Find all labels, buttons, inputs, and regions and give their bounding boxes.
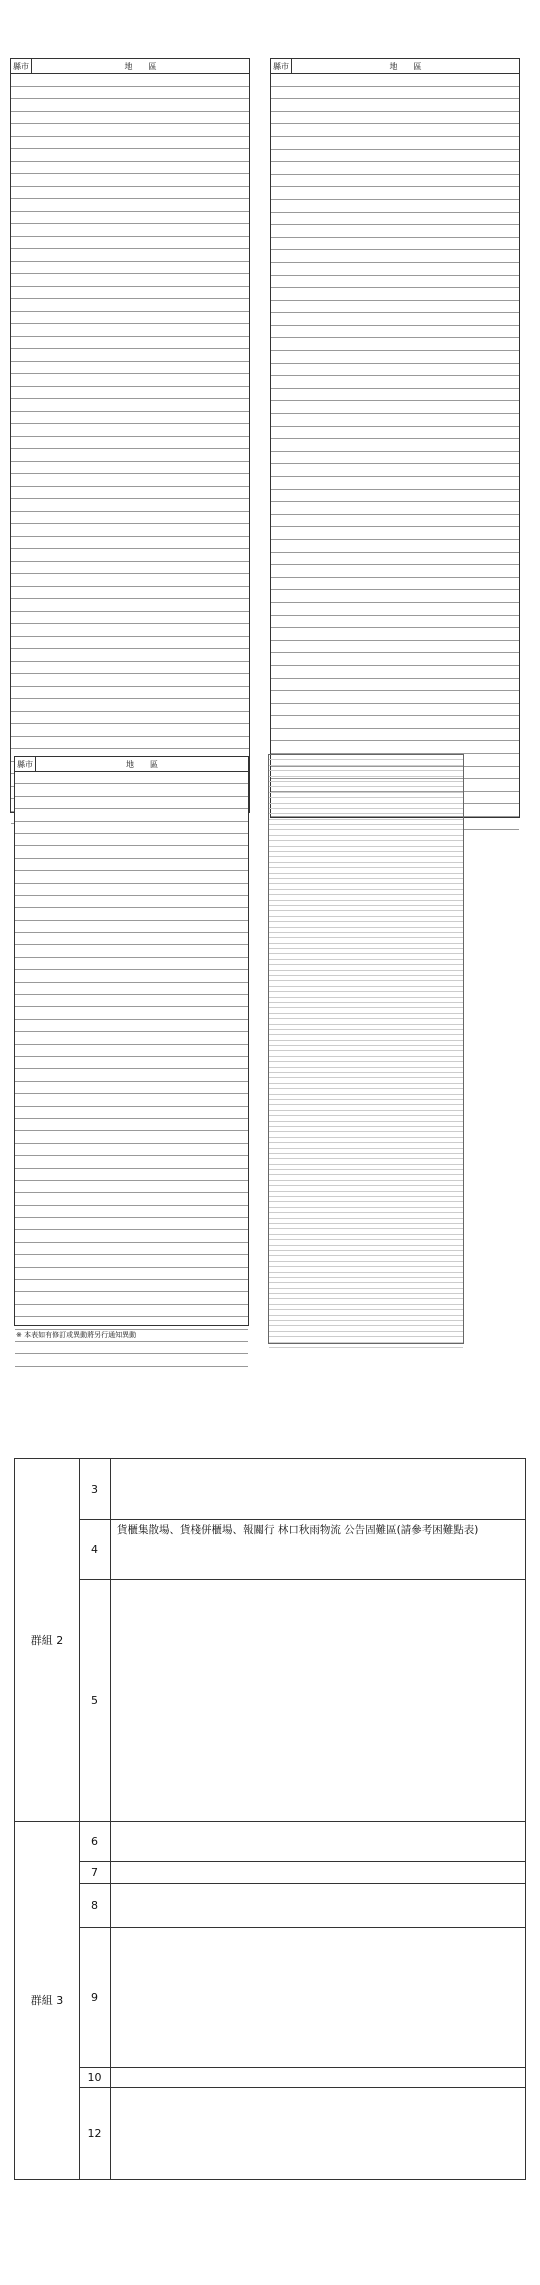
table-row (15, 822, 248, 834)
table-row (271, 729, 519, 742)
table-row (79, 1927, 525, 2068)
table-rows (11, 74, 249, 824)
table-row (11, 99, 249, 112)
table-row (11, 449, 249, 462)
row-number: 5 (79, 1579, 111, 1821)
table-row (11, 374, 249, 387)
table-row (11, 337, 249, 350)
row-number: 3 (79, 1459, 111, 1519)
row-number: 12 (79, 2087, 111, 2179)
table-row (11, 724, 249, 737)
row-number: 7 (79, 1861, 111, 1883)
table-row (271, 187, 519, 200)
table-row (271, 666, 519, 679)
table-row (15, 1082, 248, 1094)
table-row (271, 351, 519, 364)
table-row (271, 691, 519, 704)
table-row (271, 276, 519, 289)
row-number: 9 (79, 1927, 111, 2067)
table-row (11, 224, 249, 237)
table-row (11, 474, 249, 487)
table-row (271, 464, 519, 477)
table-row (271, 704, 519, 717)
table-row (271, 414, 519, 427)
table-header (11, 59, 249, 74)
table-row (79, 1519, 525, 1580)
table-row (11, 387, 249, 400)
table-row (79, 2087, 525, 2179)
table-row (271, 452, 519, 465)
table-row (271, 540, 519, 553)
table-row (271, 578, 519, 591)
table-row (15, 1193, 248, 1205)
group-label: 群組 3 (15, 1821, 80, 2179)
table-row (271, 616, 519, 629)
table-row (11, 187, 249, 200)
table-row (271, 238, 519, 251)
table-row (11, 637, 249, 650)
table-row (15, 896, 248, 908)
row-content (111, 1459, 525, 1519)
table-row (11, 574, 249, 587)
table-row (11, 299, 249, 312)
table-row (271, 502, 519, 515)
header-county: 縣市 (271, 59, 292, 73)
row-number: 6 (79, 1821, 111, 1861)
table-row (11, 424, 249, 437)
table-row (11, 662, 249, 675)
row-content (111, 2087, 525, 2179)
table-row (15, 1144, 248, 1156)
table-row (15, 958, 248, 970)
table-row (15, 1069, 248, 1081)
header-region: 地 區 (124, 61, 157, 71)
table-row (11, 437, 249, 450)
table-header (15, 757, 248, 772)
table-rows (271, 74, 519, 830)
table-row (15, 1268, 248, 1280)
table-row (15, 1007, 248, 1019)
table-row (15, 871, 248, 883)
row-number: 10 (79, 2067, 111, 2087)
table-row (15, 921, 248, 933)
table-row (11, 262, 249, 275)
table-row (79, 1821, 525, 1862)
row-number: 4 (79, 1519, 111, 1579)
table-row (271, 376, 519, 389)
table-row (79, 1861, 525, 1884)
row-content (111, 1883, 525, 1927)
row-number: 8 (79, 1883, 111, 1927)
table-row (271, 590, 519, 603)
table-rows (15, 772, 248, 1367)
table-row (11, 399, 249, 412)
table-row (271, 679, 519, 692)
table-row (11, 349, 249, 362)
table-row (271, 565, 519, 578)
header-region: 地 區 (389, 61, 422, 71)
header-region: 地 區 (126, 759, 158, 769)
table-row (79, 1883, 525, 1928)
table-row (271, 250, 519, 263)
table-row (15, 797, 248, 809)
table-row (271, 389, 519, 402)
table-row (11, 137, 249, 150)
table-row (271, 427, 519, 440)
region-table-top-left (10, 58, 250, 813)
table-row (271, 653, 519, 666)
table-row (11, 687, 249, 700)
table-row (15, 1107, 248, 1119)
table-row (271, 603, 519, 616)
table-row (271, 263, 519, 276)
delivery-group-table (14, 1458, 526, 2180)
header-county: 縣市 (11, 59, 32, 73)
table-row (15, 1206, 248, 1218)
table-row (15, 995, 248, 1007)
table-row (15, 846, 248, 858)
table-row (271, 628, 519, 641)
table-row (271, 527, 519, 540)
table-row (271, 439, 519, 452)
table-row (15, 1317, 248, 1329)
table-row (271, 326, 519, 339)
table-row (11, 412, 249, 425)
table-row (11, 624, 249, 637)
table-row (15, 1181, 248, 1193)
table-row (271, 124, 519, 137)
table-row (11, 324, 249, 337)
table-row (271, 490, 519, 503)
table-row (11, 362, 249, 375)
table-row (15, 1169, 248, 1181)
table-row (271, 741, 519, 754)
table-row (271, 175, 519, 188)
table-row (11, 712, 249, 725)
table-row (15, 834, 248, 846)
table-row (11, 74, 249, 87)
table-row (11, 212, 249, 225)
table-row (11, 674, 249, 687)
table-row (15, 1119, 248, 1131)
table-row (271, 225, 519, 238)
table-row (269, 1343, 463, 1348)
table-row (11, 287, 249, 300)
table-row (271, 401, 519, 414)
region-table-bottom-left (14, 756, 249, 1326)
table-row (15, 859, 248, 871)
table-row (15, 1094, 248, 1106)
table-row (15, 983, 248, 995)
table-row (15, 884, 248, 896)
table-row (15, 1131, 248, 1143)
table-row (15, 970, 248, 982)
row-content (111, 1579, 525, 1821)
table-row (271, 99, 519, 112)
table-row (11, 174, 249, 187)
table-row (79, 1579, 525, 1822)
table-row (15, 1057, 248, 1069)
table-row (11, 274, 249, 287)
table-row (11, 612, 249, 625)
row-content (111, 2067, 525, 2087)
table-row (271, 515, 519, 528)
table-row (11, 649, 249, 662)
table-row (271, 162, 519, 175)
table-row (11, 599, 249, 612)
table-row (271, 74, 519, 87)
table-row (15, 784, 248, 796)
table-row (271, 112, 519, 125)
table-row (11, 249, 249, 262)
table-row (15, 809, 248, 821)
table-row (11, 162, 249, 175)
table-header (271, 59, 519, 74)
table-row (11, 524, 249, 537)
table-row (15, 1156, 248, 1168)
table-row (15, 1045, 248, 1057)
table-row (271, 137, 519, 150)
table-row (79, 2067, 525, 2088)
table-note: ※ 本表如有修訂或異動將另行通知異動 (16, 1331, 137, 1339)
table-row (271, 301, 519, 314)
table-row (15, 1342, 248, 1354)
table-row (11, 587, 249, 600)
tiny-region-table (268, 754, 464, 1344)
table-row (11, 149, 249, 162)
table-row (15, 1032, 248, 1044)
table-row (271, 364, 519, 377)
table-row (15, 1292, 248, 1304)
table-row (15, 1230, 248, 1242)
table-row (271, 716, 519, 729)
table-row (15, 1218, 248, 1230)
table-row (271, 213, 519, 226)
table-row (11, 312, 249, 325)
row-content: 貨櫃集散場、貨棧併櫃場、報關行 林口秋雨物流 公告固難區(請參考困難點表) (117, 1524, 479, 1536)
table-row (11, 512, 249, 525)
table-row (15, 945, 248, 957)
table-row (15, 933, 248, 945)
table-row (15, 1280, 248, 1292)
row-content (111, 1927, 525, 2067)
table-row (271, 641, 519, 654)
table-row (11, 124, 249, 137)
table-row (11, 87, 249, 100)
group-label: 群組 2 (15, 1459, 80, 1822)
table-row (11, 699, 249, 712)
table-row (15, 908, 248, 920)
table-row (271, 553, 519, 566)
table-row (11, 537, 249, 550)
row-content (111, 1861, 525, 1883)
table-row (271, 150, 519, 163)
table-row (271, 87, 519, 100)
table-row (271, 288, 519, 301)
table-row (11, 737, 249, 750)
row-content (111, 1821, 525, 1861)
table-row (271, 313, 519, 326)
table-row (15, 1354, 248, 1366)
table-row (271, 200, 519, 213)
table-row (271, 477, 519, 490)
table-row (15, 1305, 248, 1317)
region-table-top-right (270, 58, 520, 818)
table-row (11, 499, 249, 512)
table-row (11, 487, 249, 500)
table-row (11, 562, 249, 575)
header-county: 縣市 (15, 757, 36, 771)
table-row (11, 237, 249, 250)
table-row (15, 772, 248, 784)
table-row (11, 112, 249, 125)
table-row (11, 199, 249, 212)
table-row (11, 549, 249, 562)
table-row (79, 1459, 525, 1520)
table-row (15, 1020, 248, 1032)
table-row (271, 338, 519, 351)
table-row (15, 1243, 248, 1255)
table-row (15, 1255, 248, 1267)
table-row (11, 462, 249, 475)
